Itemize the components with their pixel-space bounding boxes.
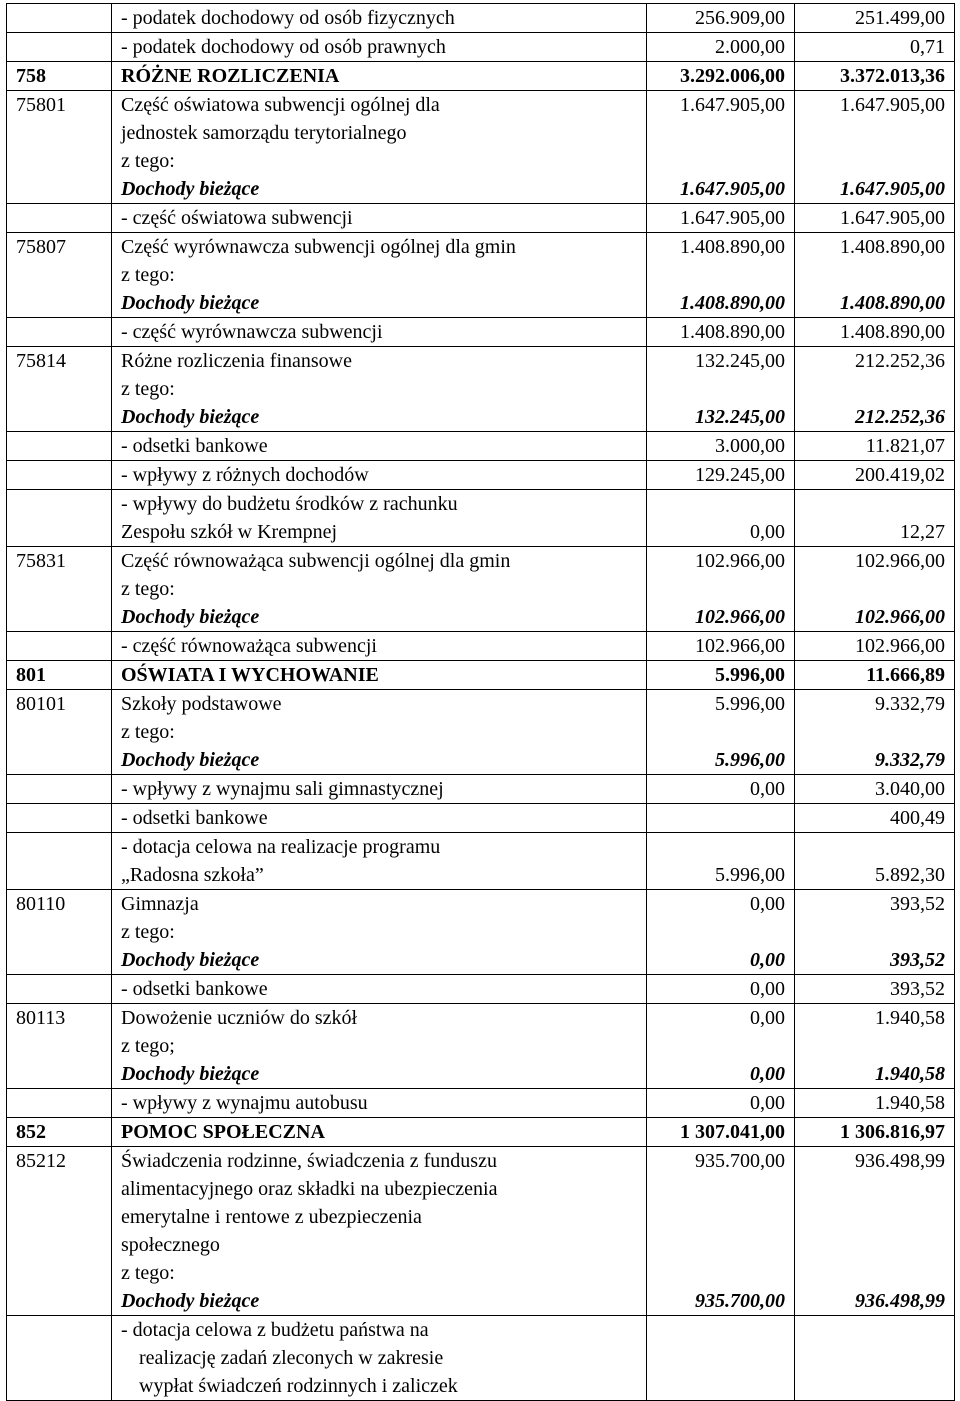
amount-value xyxy=(656,575,785,603)
classification-code-cell: 85212 xyxy=(7,1147,112,1316)
description-cell xyxy=(112,1089,647,1118)
classification-code-cell xyxy=(7,490,112,547)
amount-value xyxy=(656,261,785,289)
amount-value: 9.332,79 xyxy=(875,749,945,771)
amount-value: 1.647.905,00 xyxy=(680,94,785,116)
description-cell xyxy=(112,890,647,975)
table-row xyxy=(7,890,955,975)
table-row xyxy=(7,833,955,890)
amount-value: 129.245,00 xyxy=(695,464,785,486)
amount-value: 251.499,00 xyxy=(855,7,945,29)
description-line: Dochody bieżące xyxy=(121,1063,260,1085)
amount-value: 102.966,00 xyxy=(855,635,945,657)
amount-value: 935.700,00 xyxy=(695,1150,785,1172)
description-line: z tego: xyxy=(121,150,175,172)
amount-value: 0,00 xyxy=(750,1007,785,1029)
amount-value: 132.245,00 xyxy=(695,406,785,428)
amount-value xyxy=(804,1175,945,1203)
description-line: - dotacja celowa na realizacje programu xyxy=(121,836,441,858)
amount-value: 0,00 xyxy=(750,521,785,543)
executed-amount-cell xyxy=(795,1118,955,1147)
description-line: Dochody bieżące xyxy=(121,406,260,428)
amount-value xyxy=(804,575,945,603)
description-line: z tego; xyxy=(121,1035,175,1057)
table-row xyxy=(7,62,955,91)
amount-value xyxy=(804,119,945,147)
amount-value xyxy=(656,804,785,832)
amount-value xyxy=(656,147,785,175)
description-line: Dochody bieżące xyxy=(121,606,260,628)
amount-value xyxy=(656,490,785,518)
description-line: Część równoważąca subwencji ogólnej dla gmin xyxy=(121,550,511,572)
description-line: OŚWIATA I WYCHOWANIE xyxy=(121,664,379,686)
description-cell xyxy=(112,461,647,490)
description-cell xyxy=(112,833,647,890)
table-row xyxy=(7,1316,955,1401)
planned-amount-cell xyxy=(647,632,795,661)
amount-value: 1.647.905,00 xyxy=(680,178,785,200)
planned-amount-cell xyxy=(647,804,795,833)
amount-value xyxy=(656,1259,785,1287)
description-line: - odsetki bankowe xyxy=(121,978,268,1000)
classification-code-cell: 80110 xyxy=(7,890,112,975)
description-line: - odsetki bankowe xyxy=(121,807,268,829)
description-line: z tego: xyxy=(121,721,175,743)
description-line: - wpływy z wynajmu sali gimnastycznej xyxy=(121,778,444,800)
planned-amount-cell xyxy=(647,62,795,91)
amount-value: 5.996,00 xyxy=(715,864,785,886)
description-cell xyxy=(112,1118,647,1147)
description-line: Dochody bieżące xyxy=(121,749,260,771)
description-line: Dowożenie uczniów do szkół xyxy=(121,1007,358,1029)
executed-amount-cell xyxy=(795,4,955,33)
planned-amount-cell xyxy=(647,233,795,318)
amount-value xyxy=(656,1372,785,1400)
description-line: - wpływy z różnych dochodów xyxy=(121,464,369,486)
description-line: Świadczenia rodzinne, świadczenia z funduszu xyxy=(121,1150,497,1172)
table-row xyxy=(7,775,955,804)
description-line: Gimnazja xyxy=(121,893,199,915)
amount-value: 132.245,00 xyxy=(695,350,785,372)
classification-code-cell xyxy=(7,804,112,833)
amount-value: 393,52 xyxy=(890,893,945,915)
planned-amount-cell xyxy=(647,1118,795,1147)
amount-value: 1.647.905,00 xyxy=(840,207,945,229)
table-row xyxy=(7,1004,955,1089)
executed-amount-cell xyxy=(795,1147,955,1316)
executed-amount-cell xyxy=(795,690,955,775)
executed-amount-cell xyxy=(795,632,955,661)
amount-value xyxy=(656,1316,785,1344)
table-row xyxy=(7,490,955,547)
table-row xyxy=(7,690,955,775)
description-line: Dochody bieżące xyxy=(121,292,260,314)
amount-value: 5.996,00 xyxy=(715,664,785,686)
classification-code-cell xyxy=(7,461,112,490)
description-line: - część wyrównawcza subwencji xyxy=(121,321,383,343)
table-row xyxy=(7,347,955,432)
amount-value: 400,49 xyxy=(890,807,945,829)
amount-value xyxy=(804,147,945,175)
executed-amount-cell xyxy=(795,490,955,547)
amount-value: 0,71 xyxy=(910,36,945,58)
amount-value: 3.372.013,36 xyxy=(840,65,945,87)
planned-amount-cell xyxy=(647,1316,795,1401)
planned-amount-cell xyxy=(647,1147,795,1316)
description-cell xyxy=(112,432,647,461)
classification-code-cell xyxy=(7,33,112,62)
classification-code-cell xyxy=(7,204,112,233)
amount-value xyxy=(804,1032,945,1060)
description-line: Różne rozliczenia finansowe xyxy=(121,350,353,372)
amount-value xyxy=(656,1032,785,1060)
description-line: - wpływy do budżetu środków z rachunku xyxy=(121,493,458,515)
amount-value: 1 306.816,97 xyxy=(840,1121,945,1143)
amount-value xyxy=(804,375,945,403)
description-cell xyxy=(112,975,647,1004)
description-line: POMOC SPOŁECZNA xyxy=(121,1121,325,1143)
amount-value xyxy=(656,1175,785,1203)
executed-amount-cell xyxy=(795,347,955,432)
description-line: realizację zadań zleconych w zakresie xyxy=(139,1347,444,1369)
executed-amount-cell xyxy=(795,318,955,347)
amount-value: 1.940,58 xyxy=(875,1063,945,1085)
table-row xyxy=(7,91,955,204)
executed-amount-cell xyxy=(795,775,955,804)
description-cell xyxy=(112,547,647,632)
description-line: - część równoważąca subwencji xyxy=(121,635,377,657)
amount-value: 1.647.905,00 xyxy=(840,178,945,200)
executed-amount-cell xyxy=(795,204,955,233)
amount-value: 1.408.890,00 xyxy=(840,321,945,343)
description-line: alimentacyjnego oraz składki na ubezpieczenia xyxy=(121,1178,498,1200)
classification-code-cell xyxy=(7,975,112,1004)
description-cell xyxy=(112,632,647,661)
classification-code-cell: 75807 xyxy=(7,233,112,318)
budget-income-table xyxy=(6,3,955,1401)
classification-code-cell xyxy=(7,1089,112,1118)
description-cell xyxy=(112,33,647,62)
amount-value: 102.966,00 xyxy=(855,606,945,628)
amount-value xyxy=(804,490,945,518)
executed-amount-cell xyxy=(795,547,955,632)
classification-code-cell xyxy=(7,318,112,347)
amount-value: 5.996,00 xyxy=(715,749,785,771)
amount-value xyxy=(804,1231,945,1259)
classification-code-cell: 80113 xyxy=(7,1004,112,1089)
executed-amount-cell xyxy=(795,461,955,490)
planned-amount-cell xyxy=(647,91,795,204)
amount-value: 1.647.905,00 xyxy=(680,207,785,229)
description-line: z tego: xyxy=(121,578,175,600)
amount-value: 935.700,00 xyxy=(695,1290,785,1312)
description-line: jednostek samorządu terytorialnego xyxy=(121,122,407,144)
amount-value: 936.498,99 xyxy=(855,1290,945,1312)
description-line: Część oświatowa subwencji ogólnej dla xyxy=(121,94,440,116)
description-line: z tego: xyxy=(121,921,175,943)
classification-code-cell: 758 xyxy=(7,62,112,91)
description-line: - podatek dochodowy od osób fizycznych xyxy=(121,7,455,29)
planned-amount-cell xyxy=(647,1004,795,1089)
classification-code-cell: 75814 xyxy=(7,347,112,432)
executed-amount-cell xyxy=(795,1004,955,1089)
description-cell xyxy=(112,1147,647,1316)
executed-amount-cell xyxy=(795,975,955,1004)
planned-amount-cell xyxy=(647,347,795,432)
description-line: Dochody bieżące xyxy=(121,1290,260,1312)
amount-value xyxy=(656,1231,785,1259)
classification-code-cell xyxy=(7,833,112,890)
planned-amount-cell xyxy=(647,4,795,33)
planned-amount-cell xyxy=(647,690,795,775)
description-line: wypłat świadczeń rodzinnych i zaliczek xyxy=(139,1375,458,1397)
table-row xyxy=(7,804,955,833)
amount-value: 256.909,00 xyxy=(695,7,785,29)
table-row xyxy=(7,318,955,347)
amount-value xyxy=(804,1203,945,1231)
description-cell xyxy=(112,490,647,547)
amount-value: 0,00 xyxy=(750,949,785,971)
amount-value xyxy=(656,119,785,147)
description-cell xyxy=(112,690,647,775)
description-cell xyxy=(112,347,647,432)
planned-amount-cell xyxy=(647,33,795,62)
amount-value: 1 307.041,00 xyxy=(680,1121,785,1143)
description-line: - część oświatowa subwencji xyxy=(121,207,353,229)
amount-value xyxy=(804,918,945,946)
amount-value: 1.408.890,00 xyxy=(840,292,945,314)
amount-value: 393,52 xyxy=(890,949,945,971)
description-line: Szkoły podstawowe xyxy=(121,693,282,715)
classification-code-cell xyxy=(7,4,112,33)
classification-code-cell: 801 xyxy=(7,661,112,690)
planned-amount-cell xyxy=(647,833,795,890)
amount-value xyxy=(656,718,785,746)
classification-code-cell xyxy=(7,1316,112,1401)
amount-value xyxy=(656,1203,785,1231)
amount-value xyxy=(804,718,945,746)
classification-code-cell xyxy=(7,632,112,661)
amount-value: 0,00 xyxy=(750,778,785,800)
amount-value xyxy=(656,918,785,946)
planned-amount-cell xyxy=(647,661,795,690)
executed-amount-cell xyxy=(795,804,955,833)
description-cell xyxy=(112,775,647,804)
planned-amount-cell xyxy=(647,547,795,632)
amount-value: 1.647.905,00 xyxy=(840,94,945,116)
executed-amount-cell xyxy=(795,432,955,461)
amount-value: 9.332,79 xyxy=(875,693,945,715)
amount-value: 393,52 xyxy=(890,978,945,1000)
amount-value: 212.252,36 xyxy=(855,406,945,428)
description-cell xyxy=(112,318,647,347)
planned-amount-cell xyxy=(647,890,795,975)
amount-value xyxy=(804,1316,945,1344)
description-cell xyxy=(112,4,647,33)
executed-amount-cell xyxy=(795,233,955,318)
amount-value: 0,00 xyxy=(750,893,785,915)
description-line: z tego: xyxy=(121,1262,175,1284)
table-row xyxy=(7,204,955,233)
amount-value: 102.966,00 xyxy=(695,635,785,657)
table-row xyxy=(7,1118,955,1147)
table-row xyxy=(7,975,955,1004)
executed-amount-cell xyxy=(795,1316,955,1401)
table-row xyxy=(7,233,955,318)
description-line: - odsetki bankowe xyxy=(121,435,268,457)
description-line: „Radosna szkoła” xyxy=(121,864,264,886)
executed-amount-cell xyxy=(795,62,955,91)
description-cell xyxy=(112,1316,647,1401)
table-row xyxy=(7,4,955,33)
amount-value: 102.966,00 xyxy=(695,606,785,628)
description-cell xyxy=(112,233,647,318)
amount-value: 1.408.890,00 xyxy=(680,321,785,343)
executed-amount-cell xyxy=(795,33,955,62)
amount-value: 5.996,00 xyxy=(715,693,785,715)
planned-amount-cell xyxy=(647,204,795,233)
amount-value: 1.940,58 xyxy=(875,1007,945,1029)
description-line: Dochody bieżące xyxy=(121,178,260,200)
description-line: Część wyrównawcza subwencji ogólnej dla gmin xyxy=(121,236,516,258)
amount-value xyxy=(656,833,785,861)
description-line: Zespołu szkół w Krempnej xyxy=(121,521,338,543)
planned-amount-cell xyxy=(647,1089,795,1118)
table-row xyxy=(7,461,955,490)
description-line: - podatek dochodowy od osób prawnych xyxy=(121,36,446,58)
description-line: z tego: xyxy=(121,378,175,400)
table-row xyxy=(7,661,955,690)
amount-value: 3.292.006,00 xyxy=(680,65,785,87)
table-row xyxy=(7,33,955,62)
amount-value: 12,27 xyxy=(900,521,945,543)
amount-value: 1.408.890,00 xyxy=(840,236,945,258)
description-cell xyxy=(112,804,647,833)
classification-code-cell xyxy=(7,775,112,804)
description-line: z tego: xyxy=(121,264,175,286)
amount-value: 11.666,89 xyxy=(866,664,945,686)
description-cell xyxy=(112,91,647,204)
description-cell xyxy=(112,204,647,233)
description-line: RÓŻNE ROZLICZENIA xyxy=(121,65,340,87)
amount-value: 1.408.890,00 xyxy=(680,292,785,314)
amount-value: 936.498,99 xyxy=(855,1150,945,1172)
planned-amount-cell xyxy=(647,318,795,347)
amount-value: 3.000,00 xyxy=(715,435,785,457)
table-row xyxy=(7,632,955,661)
amount-value: 212.252,36 xyxy=(855,350,945,372)
classification-code-cell: 75831 xyxy=(7,547,112,632)
table-row xyxy=(7,1089,955,1118)
description-cell xyxy=(112,1004,647,1089)
amount-value xyxy=(804,1372,945,1400)
amount-value xyxy=(804,261,945,289)
executed-amount-cell xyxy=(795,1089,955,1118)
description-line: - wpływy z wynajmu autobusu xyxy=(121,1092,368,1114)
amount-value xyxy=(656,1344,785,1372)
planned-amount-cell xyxy=(647,775,795,804)
description-cell xyxy=(112,661,647,690)
planned-amount-cell xyxy=(647,490,795,547)
amount-value: 0,00 xyxy=(750,1092,785,1114)
amount-value: 1.408.890,00 xyxy=(680,236,785,258)
planned-amount-cell xyxy=(647,975,795,1004)
amount-value: 5.892,30 xyxy=(875,864,945,886)
amount-value xyxy=(656,375,785,403)
classification-code-cell: 80101 xyxy=(7,690,112,775)
classification-code-cell: 852 xyxy=(7,1118,112,1147)
amount-value: 0,00 xyxy=(750,1063,785,1085)
amount-value: 2.000,00 xyxy=(715,36,785,58)
amount-value xyxy=(804,1259,945,1287)
classification-code-cell: 75801 xyxy=(7,91,112,204)
description-line: - dotacja celowa z budżetu państwa na xyxy=(121,1319,429,1341)
description-cell xyxy=(112,62,647,91)
amount-value: 11.821,07 xyxy=(865,435,945,457)
description-line: społecznego xyxy=(121,1234,220,1256)
description-line: Dochody bieżące xyxy=(121,949,260,971)
amount-value: 3.040,00 xyxy=(875,778,945,800)
amount-value: 0,00 xyxy=(750,978,785,1000)
table-body xyxy=(7,4,955,1401)
executed-amount-cell xyxy=(795,890,955,975)
table-row xyxy=(7,547,955,632)
executed-amount-cell xyxy=(795,91,955,204)
amount-value: 1.940,58 xyxy=(875,1092,945,1114)
table-row xyxy=(7,1147,955,1316)
amount-value xyxy=(804,833,945,861)
description-line: emerytalne i rentowe z ubezpieczenia xyxy=(121,1206,422,1228)
planned-amount-cell xyxy=(647,432,795,461)
amount-value: 102.966,00 xyxy=(695,550,785,572)
planned-amount-cell xyxy=(647,461,795,490)
amount-value xyxy=(804,1344,945,1372)
classification-code-cell xyxy=(7,432,112,461)
executed-amount-cell xyxy=(795,661,955,690)
table-row xyxy=(7,432,955,461)
amount-value: 200.419,02 xyxy=(855,464,945,486)
amount-value: 102.966,00 xyxy=(855,550,945,572)
executed-amount-cell xyxy=(795,833,955,890)
